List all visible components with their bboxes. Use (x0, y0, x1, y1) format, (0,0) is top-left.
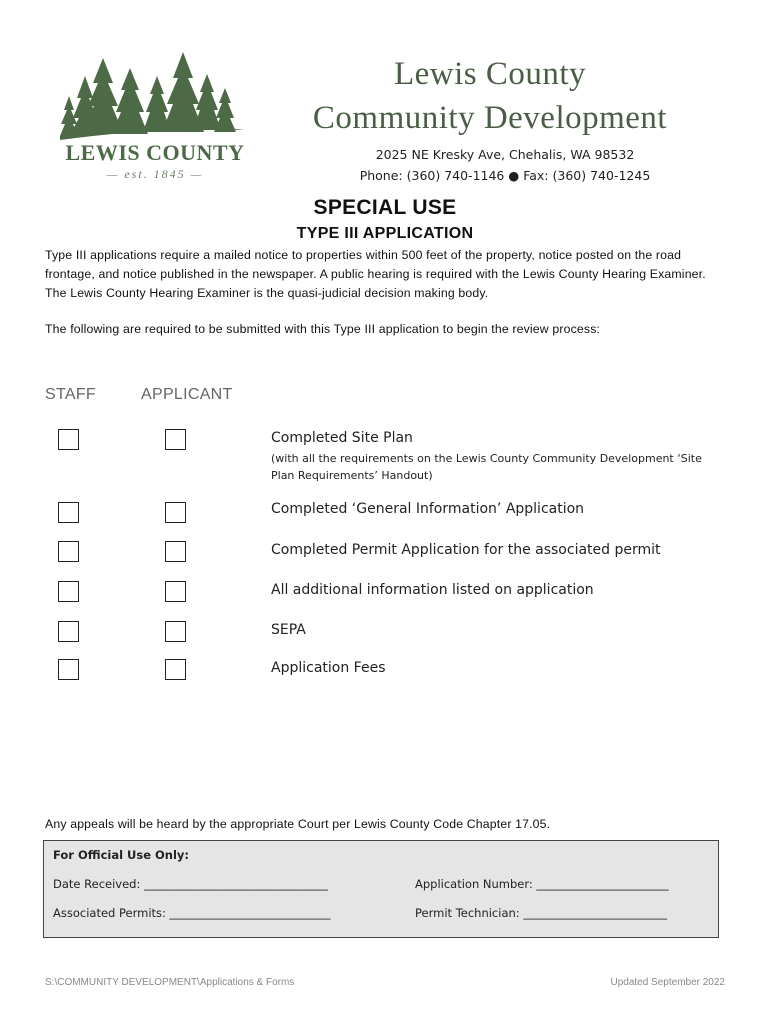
staff-checkbox-permit-application[interactable] (58, 541, 79, 562)
application-number-field[interactable]: Application Number: _______________________ (415, 877, 669, 891)
logo-established: — est. 1845 — (106, 167, 204, 181)
form-title: SPECIAL USE (313, 196, 457, 219)
item-fees-label: Application Fees (271, 660, 386, 676)
applicant-checkbox-additional-info[interactable] (165, 581, 186, 602)
logo-text: LEWIS COUNTY (65, 140, 245, 165)
item-additional-info-label: All additional information listed on application (271, 582, 594, 598)
form-subtitle: TYPE III APPLICATION (296, 225, 474, 242)
staff-checkbox-sepa[interactable] (58, 621, 79, 642)
associated-permits-field[interactable]: Associated Permits: ____________________________ (53, 906, 331, 920)
applicant-checkbox-fees[interactable] (165, 659, 186, 680)
org-phone: Phone: (360) 740-1146 ● Fax: (360) 740-1245 (359, 168, 651, 183)
org-title-line1: Lewis County (393, 56, 587, 92)
item-site-plan-note: (with all the requirements on the Lewis County Community Development ‘Site Plan Requirements’ Handout) (271, 452, 702, 482)
applicant-checkbox-sepa[interactable] (165, 621, 186, 642)
applicant-checkbox-site-plan[interactable] (165, 429, 186, 450)
organization-title (260, 52, 720, 140)
org-address: 2025 NE Kresky Ave, Chehalis, WA 98532 (375, 147, 635, 162)
staff-column-header: STAFF (45, 386, 96, 403)
org-title-line2: Community Development (312, 100, 668, 136)
staff-checkbox-fees[interactable] (58, 659, 79, 680)
appeals-text: Any appeals will be heard by the appropriate Court per Lewis County Code Chapter 17.05. (45, 817, 551, 831)
item-general-info-label: Completed ‘General Information’ Application (271, 501, 585, 517)
footer-updated: Updated September 2022 (610, 977, 725, 988)
applicant-checkbox-permit-application[interactable] (165, 541, 186, 562)
item-permit-application-label: Completed Permit Application for the associated permit (271, 542, 661, 558)
applicant-column-header: APPLICANT (141, 386, 233, 403)
footer-path: S:\COMMUNITY DEVELOPMENT\Applications & Forms (45, 977, 295, 988)
date-received-field[interactable]: Date Received: ________________________________ (53, 877, 328, 891)
applicant-checkbox-general-info[interactable] (165, 502, 186, 523)
staff-checkbox-general-info[interactable] (58, 502, 79, 523)
staff-checkbox-additional-info[interactable] (58, 581, 79, 602)
staff-checkbox-site-plan[interactable] (58, 429, 79, 450)
intro-paragraph: Type III applications require a mailed notice to properties within 500 feet of the property, notice posted on the road frontage, and notice published in the newspaper. A public hearing is required with the Lewis County Hearing Examiner. The Lewis County Hearing Examiner is the quasi-judicial decision making body. (45, 248, 706, 300)
item-sepa-label: SEPA (271, 622, 306, 638)
organization-contact (300, 144, 710, 186)
official-use-box (43, 840, 719, 938)
official-use-heading: For Official Use Only: (53, 848, 190, 862)
permit-technician-field[interactable]: Permit Technician: _________________________ (415, 906, 668, 920)
item-site-plan-label: Completed Site Plan (271, 430, 413, 446)
requirements-paragraph: The following are required to be submitted with this Type III application to begin the review process: (45, 322, 601, 336)
